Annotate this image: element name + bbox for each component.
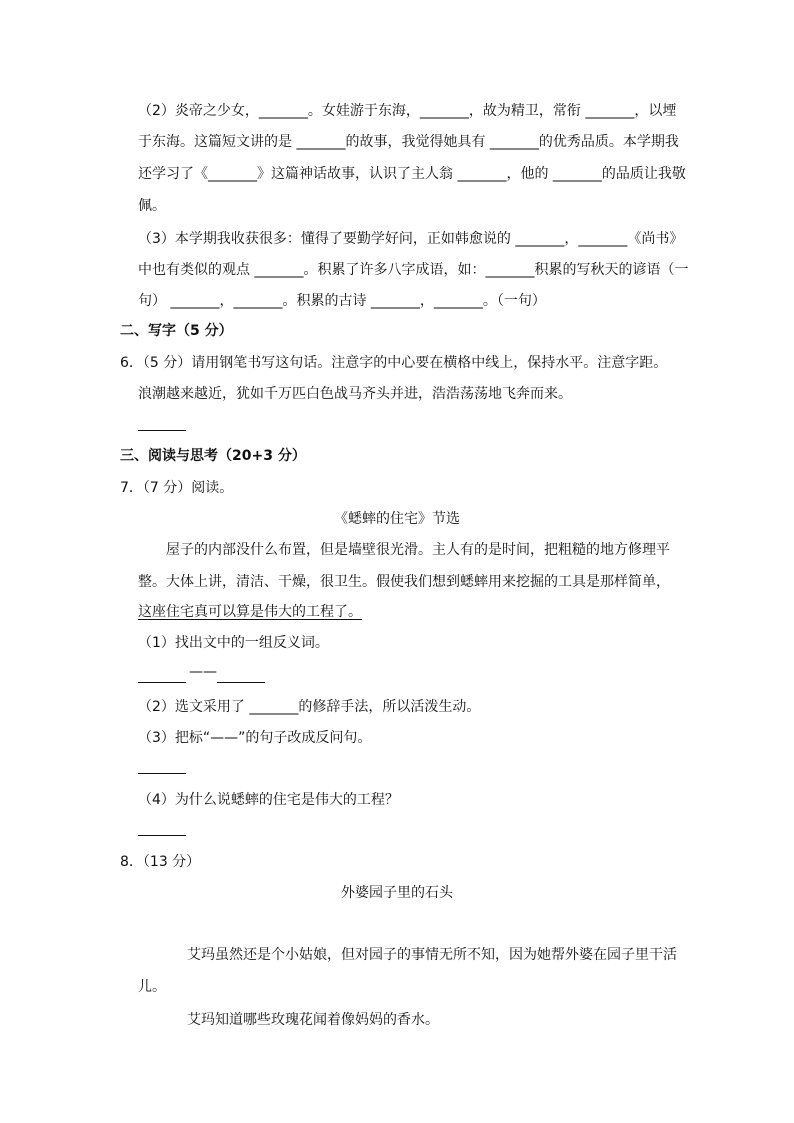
q7-sub1-blank-b [217,682,265,683]
q7-sub3: （3）把标“——”的句子改成反问句。 [138,730,372,746]
q5-3-line-2: 中也有类似的观点 _______。积累了许多八字成语，如：_______积累的写秋天的谚语（一 [138,262,689,278]
q8-passage-title: 外婆园子里的石头 [341,885,453,901]
q6-answer-blank [138,430,186,431]
q7-passage-line-1: 屋子的内部没什么布置，但是墙壁很光滑。主人有的是时间，把粗糙的地方修理平 [166,542,670,558]
q7-sub1-blank-a [138,682,186,683]
q7-stem: 7．（7 分）阅读。 [120,480,234,496]
q5-3-line-1: （3）本学期我收获很多：懂得了要勤学好问，正如韩愈说的 _______，_______《尚书》 [138,231,684,247]
section-3-heading: 三、阅读与思考（20+3 分） [120,448,306,464]
q7-sub2: （2）选文采用了 _______的修辞手法，所以活泼生动。 [138,699,481,715]
q5-3-line-3: 句） _______，_______。积累的古诗 _______，_______。（一句） [138,293,546,309]
q5-2-line-2: 于东海。这篇短文讲的是 _______的故事，我觉得她具有 _______的优秀品质。本学期我 [138,134,679,150]
section-2-heading: 二、写字（5 分） [120,323,233,339]
q7-passage-title: 《蟋蟀的住宅》节选 [334,511,460,527]
q6-sentence: 浪潮越来越近，犹如千万匹白色战马齐头并进，浩浩荡荡地飞奔而来。 [138,386,572,402]
q7-sub4-blank [138,835,186,836]
q8-paragraph-1-line-2: 儿。 [138,979,166,995]
q6-stem: 6．（5 分）请用钢笔书写这句话。注意字的中心要在横格中线上，保持水平。注意字距。 [120,355,668,371]
q8-stem: 8．（13 分） [120,854,201,870]
q5-2-line-1: （2）炎帝之少女，_______。女娃游于东海，_______，故为精卫，常衔 _______，以堙 [138,103,677,119]
q7-sub3-blank [138,773,186,774]
q8-paragraph-2: 艾玛知道哪些玫瑰花闻着像妈妈的香水。 [187,1012,439,1028]
q7-underlined-sentence: 这座住宅真可以算是伟大的工程了。 [138,604,362,620]
q5-2-line-4: 佩。 [138,198,166,214]
q7-passage-line-2: 整。大体上讲，清洁、干燥，很卫生。假使我们想到蟋蟀用来挖掘的工具是那样简单， [138,574,670,590]
q5-2-line-3: 还学习了《_______》这篇神话故事，认识了主人翁 _______，他的 _______的品质让我敬 [138,166,686,182]
q7-sub4: （4）为什么说蟋蟀的住宅是伟大的工程？ [138,792,399,808]
q8-paragraph-1-line-1: 艾玛虽然还是个小姑娘，但对园子的事情无所不知，因为她帮外婆在园子里干活 [187,947,677,963]
q7-sub1-dash: —— [189,664,217,680]
q7-sub1: （1）找出文中的一组反义词。 [138,635,329,651]
